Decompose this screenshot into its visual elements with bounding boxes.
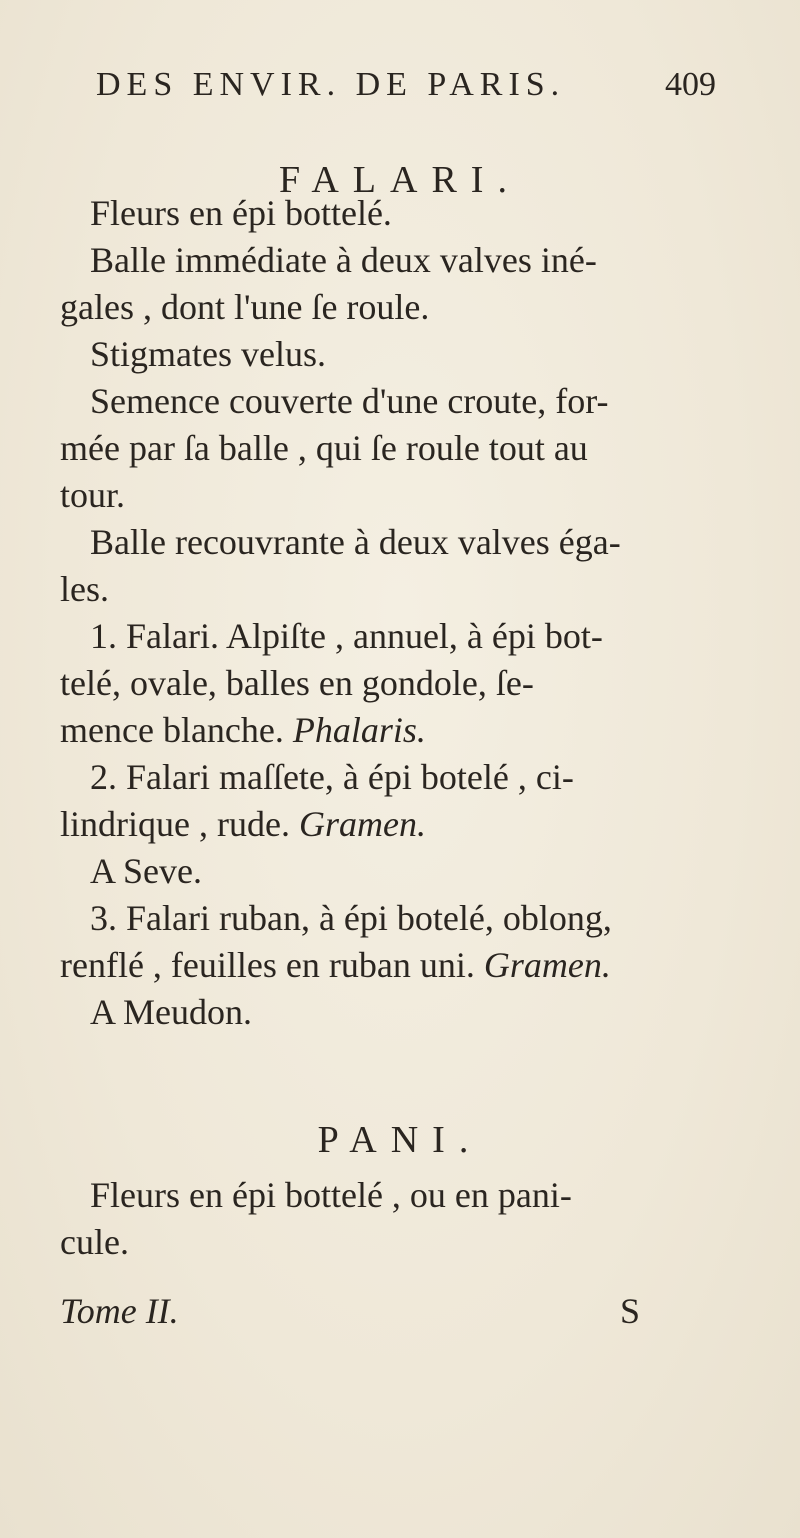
signature-line — [60, 1290, 660, 1332]
latin-name: Phalaris. — [292, 710, 426, 750]
text-line: cule. — [60, 1222, 129, 1262]
section-heading-falari: FALARI. — [279, 159, 521, 201]
text-fragment: mence blanche. — [60, 710, 293, 750]
text-line: telé, ovale, balles en gondole, ſe- — [60, 663, 534, 703]
text-line: 2. Falari maſſete, à épi botelé , ci- — [90, 757, 574, 797]
latin-name: Gramen. — [483, 945, 611, 985]
text-line: 3. Falari ruban, à épi botelé, oblong, — [90, 898, 612, 938]
running-head — [96, 66, 716, 104]
text-line: gales , dont l'une ſe roule. — [60, 287, 430, 327]
latin-name: Gramen. — [298, 804, 426, 844]
text-line: A Meudon. — [90, 992, 252, 1032]
text-line: Balle immédiate à deux valves iné- — [90, 240, 597, 280]
text-line: Balle recouvrante à deux valves éga- — [90, 522, 621, 562]
falari-body — [60, 190, 660, 1036]
page-number: 409 — [665, 66, 716, 103]
text-line: Stigmates velus. — [90, 334, 326, 374]
section-heading-pani: PANI. — [317, 1119, 483, 1161]
running-title: DES ENVIR. DE PARIS. — [96, 66, 566, 103]
text-line — [60, 801, 660, 848]
text-line: les. — [60, 569, 109, 609]
text-line — [60, 707, 660, 754]
text-line: Fleurs en épi bottelé , ou en pani- — [90, 1175, 572, 1215]
text-line — [60, 942, 660, 989]
text-fragment: lindrique , rude. — [60, 804, 299, 844]
text-line: Fleurs en épi bottelé. — [90, 193, 392, 233]
text-line: tour. — [60, 475, 126, 515]
text-line: 1. Falari. Alpiſte , annuel, à épi bot- — [90, 616, 603, 656]
pani-body — [60, 1172, 660, 1266]
gathering-mark: S — [619, 1291, 640, 1331]
text-fragment: renflé , feuilles en ruban uni. — [60, 945, 484, 985]
volume-signature: Tome II. — [60, 1291, 179, 1331]
text-line: Semence couverte d'une croute, for- — [90, 381, 609, 421]
text-line: mée par ſa balle , qui ſe roule tout au — [60, 428, 588, 468]
text-line: A Seve. — [90, 851, 202, 891]
